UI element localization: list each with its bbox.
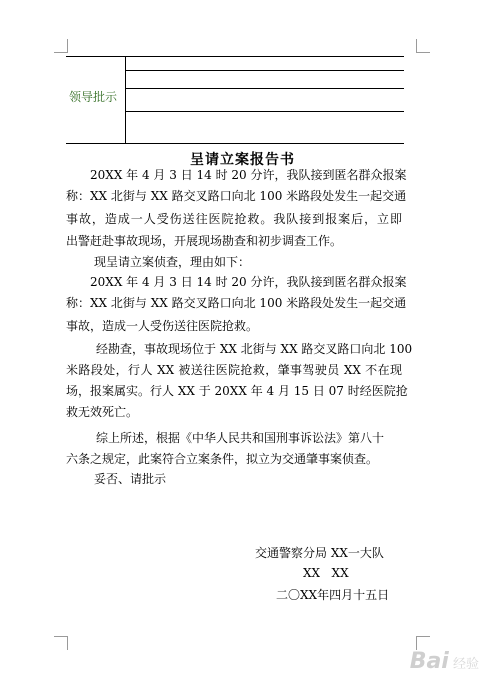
approval-row-line-3 bbox=[126, 111, 404, 112]
crop-mark-top-right-h bbox=[416, 52, 430, 53]
paragraph-1-line-4: 出警赶赴事故现场，开展现场勘查和初步调查工作。 bbox=[66, 234, 343, 248]
crop-mark-bottom-left-h bbox=[54, 636, 68, 637]
closing-line: 妥否、请批示 bbox=[94, 472, 167, 486]
paragraph-2-line-3: 事故，造成一人受伤送往医院抢救。 bbox=[66, 319, 259, 333]
approval-label: 领导批示 bbox=[69, 90, 118, 104]
paragraph-2-line-1: 20XX 年 4 月 3 日 14 时 20 分许，我队接到匿名群众报案 bbox=[90, 275, 407, 289]
paragraph-2-line-2: 称：XX 北街与 XX 路交叉路口向北 100 米路段处发生一起交通 bbox=[66, 296, 407, 310]
approval-label-cell bbox=[66, 57, 126, 143]
signature-unit: 交通警察分局 XX一大队 bbox=[255, 546, 384, 560]
crop-mark-bottom-left-v bbox=[67, 636, 68, 650]
paragraph-1-line-2: 称：XX 北街与 XX 路交叉路口向北 100 米路段处发生一起交通 bbox=[66, 189, 407, 203]
paragraph-1-line-1: 20XX 年 4 月 3 日 14 时 20 分许，我队接到匿名群众报案 bbox=[90, 168, 407, 182]
paragraph-3-line-2: 米路段处，行人 XX 被送往医院抢救，肇事驾驶员 XX 不在现 bbox=[66, 363, 402, 377]
crop-mark-top-left-v bbox=[67, 39, 68, 53]
signature-date: 二〇XX年四月十五日 bbox=[276, 588, 390, 602]
watermark-text: 经验 bbox=[452, 657, 479, 672]
crop-mark-top-right-v bbox=[416, 39, 417, 53]
paragraph-3-line-3: 场，报案属实。行人 XX 于 20XX 年 4 月 15 日 07 时经医院抢 bbox=[66, 384, 408, 398]
paragraph-3-line-1: 经勘查，事故现场位于 XX 北街与 XX 路交叉路口向北 100 bbox=[96, 342, 413, 356]
approval-row-line-1 bbox=[126, 70, 404, 71]
signature-names: XX XX bbox=[303, 566, 349, 580]
crop-mark-bottom-right-h bbox=[416, 636, 430, 637]
intro-line: 现呈请立案侦查，理由如下： bbox=[94, 255, 251, 269]
paragraph-4-line-1: 综上所述，根据《中华人民共和国刑事诉讼法》第八十 bbox=[96, 431, 385, 445]
approval-table bbox=[66, 56, 404, 144]
document-title: 呈请立案报告书 bbox=[190, 152, 295, 168]
watermark-logo: Bai bbox=[409, 649, 449, 674]
baidu-jingyan-watermark bbox=[410, 649, 479, 674]
paragraph-4-line-2: 六条之规定，此案符合立案条件，拟立为交通肇事案侦查。 bbox=[66, 452, 379, 466]
paragraph-3-line-4: 救无效死亡。 bbox=[66, 405, 139, 419]
crop-mark-bottom-right-v bbox=[416, 636, 417, 650]
paragraph-1-line-3: 事故，造成一人受伤送往医院抢救。我队接到报案后，立即 bbox=[66, 212, 402, 226]
approval-row-line-2 bbox=[126, 88, 404, 89]
crop-mark-top-left-h bbox=[54, 52, 68, 53]
